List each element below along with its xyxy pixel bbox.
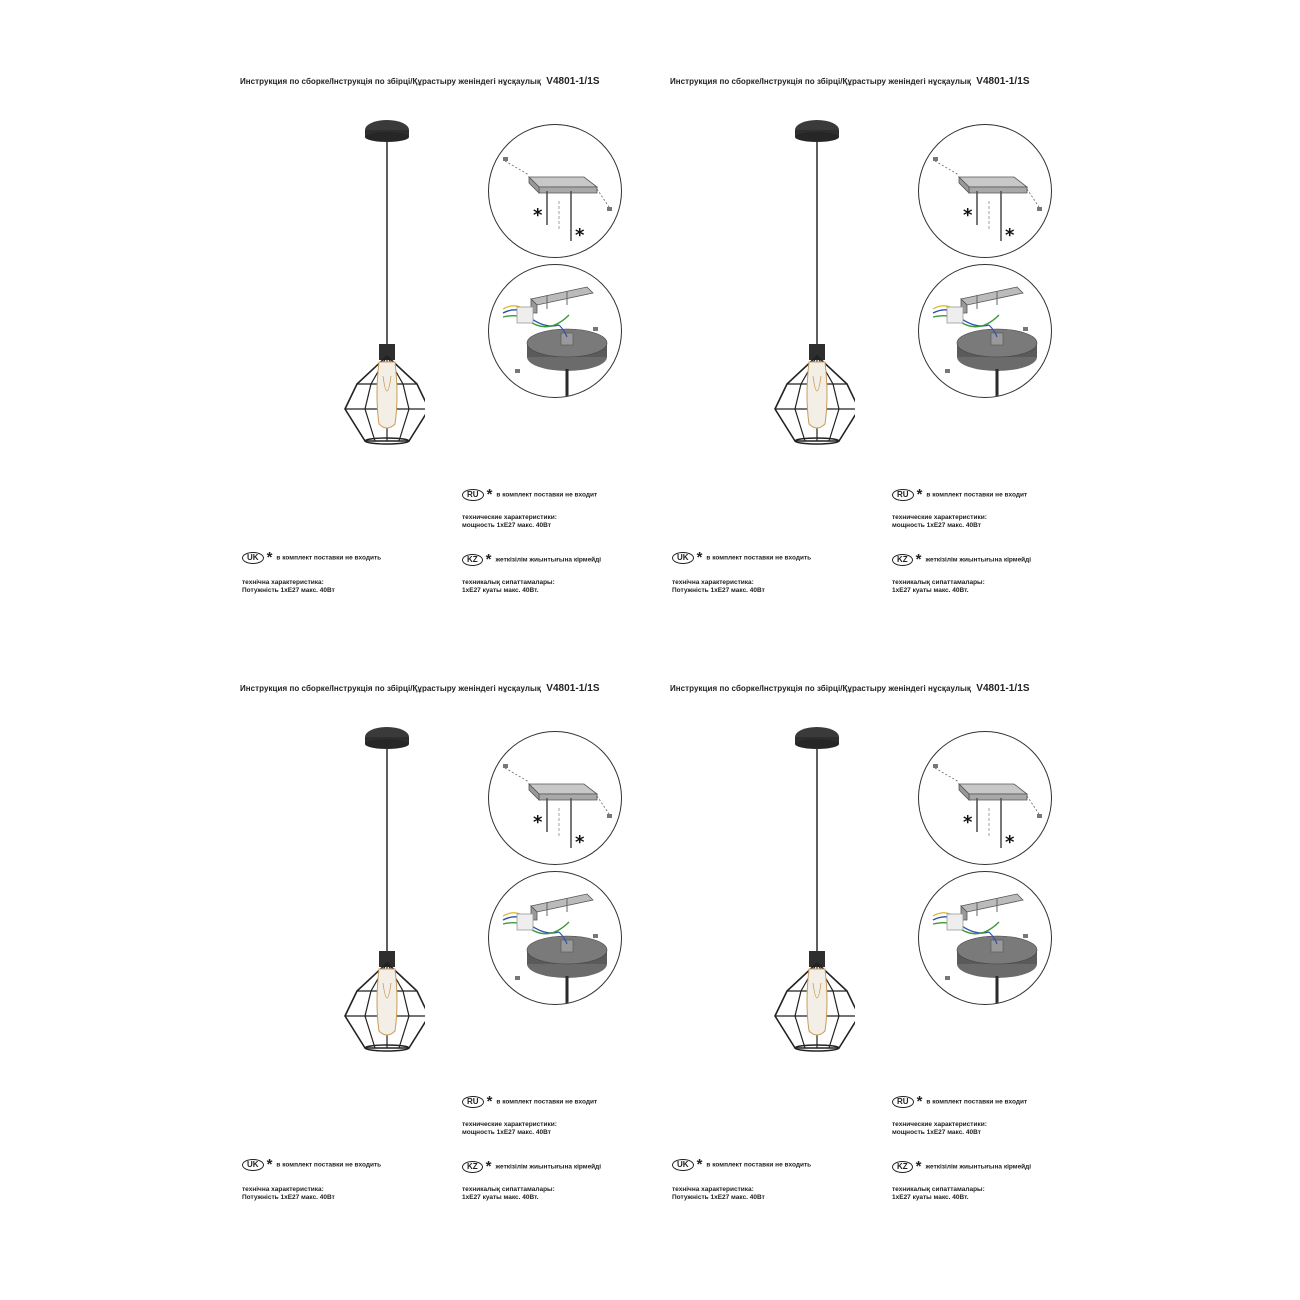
instruction-sheet-top-left xyxy=(240,46,670,606)
kz-not-included-text: жеткізілім жиынтығына кірмейді xyxy=(495,556,602,564)
asterisk-icon: * xyxy=(916,1092,923,1110)
kz-spec-value: 1xE27 куаты макс. 40Вт. xyxy=(462,587,539,594)
ru-not-included-legend xyxy=(462,486,597,504)
svg-text:*: * xyxy=(1005,225,1015,246)
uk-spec-value: Потужність 1xE27 макс. 40Вт xyxy=(242,587,335,594)
wiring-detail-circle xyxy=(918,264,1052,398)
uk-specifications xyxy=(672,1186,765,1202)
pendant-lamp-illustration xyxy=(295,723,425,1063)
asterisk-icon: * xyxy=(915,1157,922,1175)
ru-spec-title: технические характеристики: xyxy=(462,514,557,521)
pendant-lamp-illustration xyxy=(725,723,855,1063)
svg-text:*: * xyxy=(1005,832,1015,853)
kz-badge: KZ xyxy=(892,554,913,566)
kz-spec-value: 1xE27 куаты макс. 40Вт. xyxy=(892,587,969,594)
kz-spec-title: техникалық сипаттамалары: xyxy=(892,579,985,586)
asterisk-icon: * xyxy=(915,550,922,568)
uk-specifications xyxy=(242,579,335,595)
uk-badge: UK xyxy=(242,552,264,564)
kz-not-included-text: жеткізілім жиынтығына кірмейді xyxy=(925,556,1032,564)
ru-not-included-legend xyxy=(892,486,1027,504)
ru-specifications xyxy=(462,1121,557,1137)
ru-specifications xyxy=(892,514,987,530)
pendant-lamp-illustration xyxy=(725,116,855,456)
sheet-title xyxy=(240,76,600,87)
ru-spec-title: технические характеристики: xyxy=(892,1121,987,1128)
ru-badge: RU xyxy=(462,1096,484,1108)
kz-not-included-text: жеткізілім жиынтығына кірмейді xyxy=(925,1163,1032,1171)
uk-specifications xyxy=(242,1186,335,1202)
uk-spec-value: Потужність 1xE27 макс. 40Вт xyxy=(242,1194,335,1201)
svg-text:*: * xyxy=(963,812,973,833)
sheet-title xyxy=(670,683,1030,694)
ru-spec-value: мощность 1xE27 макс. 40Вт xyxy=(462,522,551,529)
bracket-detail-circle xyxy=(918,731,1052,865)
ru-specifications xyxy=(892,1121,987,1137)
kz-not-included-legend xyxy=(892,551,1031,569)
kz-spec-value: 1xE27 куаты макс. 40Вт. xyxy=(892,1194,969,1201)
uk-spec-value: Потужність 1xE27 макс. 40Вт xyxy=(672,587,765,594)
uk-not-included-text: в комплект поставки не входить xyxy=(706,1161,812,1169)
ru-not-included-legend xyxy=(892,1093,1027,1111)
kz-spec-value: 1xE27 куаты макс. 40Вт. xyxy=(462,1194,539,1201)
uk-badge: UK xyxy=(672,552,694,564)
asterisk-icon: * xyxy=(486,485,493,503)
uk-spec-value: Потужність 1xE27 макс. 40Вт xyxy=(672,1194,765,1201)
uk-not-included-legend xyxy=(672,1156,811,1174)
model-number: V4801-1/1S xyxy=(546,76,600,87)
ru-spec-value: мощность 1xE27 макс. 40Вт xyxy=(892,522,981,529)
uk-spec-title: технічна характеристика: xyxy=(242,579,324,586)
title-text: Инструкция по сборке/Інструкція по збірці/Құрастыру женіндегі нұсқаулық xyxy=(670,77,971,86)
uk-specifications xyxy=(672,579,765,595)
uk-not-included-legend xyxy=(242,1156,381,1174)
uk-spec-title: технічна характеристика: xyxy=(672,1186,754,1193)
bracket-detail-circle xyxy=(488,124,622,258)
instruction-sheet-bottom-right xyxy=(670,653,1100,1213)
uk-badge: UK xyxy=(242,1159,264,1171)
asterisk-icon: * xyxy=(485,1157,492,1175)
sheet-title xyxy=(240,683,600,694)
uk-spec-title: технічна характеристика: xyxy=(672,579,754,586)
uk-not-included-text: в комплект поставки не входить xyxy=(706,554,812,562)
kz-specifications xyxy=(462,1186,555,1202)
ru-badge: RU xyxy=(462,489,484,501)
model-number: V4801-1/1S xyxy=(976,683,1030,694)
svg-text:*: * xyxy=(533,205,543,226)
kz-specifications xyxy=(892,1186,985,1202)
kz-spec-title: техникалық сипаттамалары: xyxy=(892,1186,985,1193)
ru-not-included-legend xyxy=(462,1093,597,1111)
ru-spec-title: технические характеристики: xyxy=(462,1121,557,1128)
uk-not-included-legend xyxy=(242,549,381,567)
kz-badge: KZ xyxy=(462,1161,483,1173)
ru-not-included-text: в комплект поставки не входит xyxy=(926,491,1028,499)
title-text: Инструкция по сборке/Інструкція по збірці/Құрастыру женіндегі нұсқаулық xyxy=(240,77,541,86)
asterisk-icon: * xyxy=(696,1155,703,1173)
svg-text:*: * xyxy=(963,205,973,226)
ru-not-included-text: в комплект поставки не входит xyxy=(496,491,598,499)
kz-spec-title: техникалық сипаттамалары: xyxy=(462,1186,555,1193)
kz-specifications xyxy=(462,579,555,595)
ru-badge: RU xyxy=(892,489,914,501)
uk-not-included-text: в комплект поставки не входить xyxy=(276,1161,382,1169)
svg-text:*: * xyxy=(533,812,543,833)
uk-not-included-text: в комплект поставки не входить xyxy=(276,554,382,562)
pendant-lamp-illustration xyxy=(295,116,425,456)
uk-spec-title: технічна характеристика: xyxy=(242,1186,324,1193)
kz-not-included-text: жеткізілім жиынтығына кірмейді xyxy=(495,1163,602,1171)
sheet-title xyxy=(670,76,1030,87)
kz-not-included-legend xyxy=(462,551,601,569)
model-number: V4801-1/1S xyxy=(546,683,600,694)
asterisk-icon: * xyxy=(696,548,703,566)
kz-not-included-legend xyxy=(462,1158,601,1176)
asterisk-icon: * xyxy=(485,550,492,568)
ru-spec-value: мощность 1xE27 макс. 40Вт xyxy=(462,1129,551,1136)
uk-badge: UK xyxy=(672,1159,694,1171)
asterisk-icon: * xyxy=(916,485,923,503)
model-number: V4801-1/1S xyxy=(976,76,1030,87)
kz-spec-title: техникалық сипаттамалары: xyxy=(462,579,555,586)
wiring-detail-circle xyxy=(488,264,622,398)
kz-badge: KZ xyxy=(892,1161,913,1173)
svg-text:*: * xyxy=(575,832,585,853)
title-text: Инструкция по сборке/Інструкція по збірці/Құрастыру женіндегі нұсқаулық xyxy=(240,684,541,693)
ru-not-included-text: в комплект поставки не входит xyxy=(496,1098,598,1106)
instruction-sheet-bottom-left xyxy=(240,653,670,1213)
ru-not-included-text: в комплект поставки не входит xyxy=(926,1098,1028,1106)
asterisk-icon: * xyxy=(266,1155,273,1173)
svg-text:*: * xyxy=(575,225,585,246)
wiring-detail-circle xyxy=(488,871,622,1005)
asterisk-icon: * xyxy=(486,1092,493,1110)
kz-badge: KZ xyxy=(462,554,483,566)
asterisk-icon: * xyxy=(266,548,273,566)
ru-badge: RU xyxy=(892,1096,914,1108)
uk-not-included-legend xyxy=(672,549,811,567)
ru-specifications xyxy=(462,514,557,530)
instruction-sheet-top-right xyxy=(670,46,1100,606)
ru-spec-title: технические характеристики: xyxy=(892,514,987,521)
bracket-detail-circle xyxy=(488,731,622,865)
wiring-detail-circle xyxy=(918,871,1052,1005)
title-text: Инструкция по сборке/Інструкція по збірці/Құрастыру женіндегі нұсқаулық xyxy=(670,684,971,693)
kz-specifications xyxy=(892,579,985,595)
ru-spec-value: мощность 1xE27 макс. 40Вт xyxy=(892,1129,981,1136)
kz-not-included-legend xyxy=(892,1158,1031,1176)
bracket-detail-circle xyxy=(918,124,1052,258)
